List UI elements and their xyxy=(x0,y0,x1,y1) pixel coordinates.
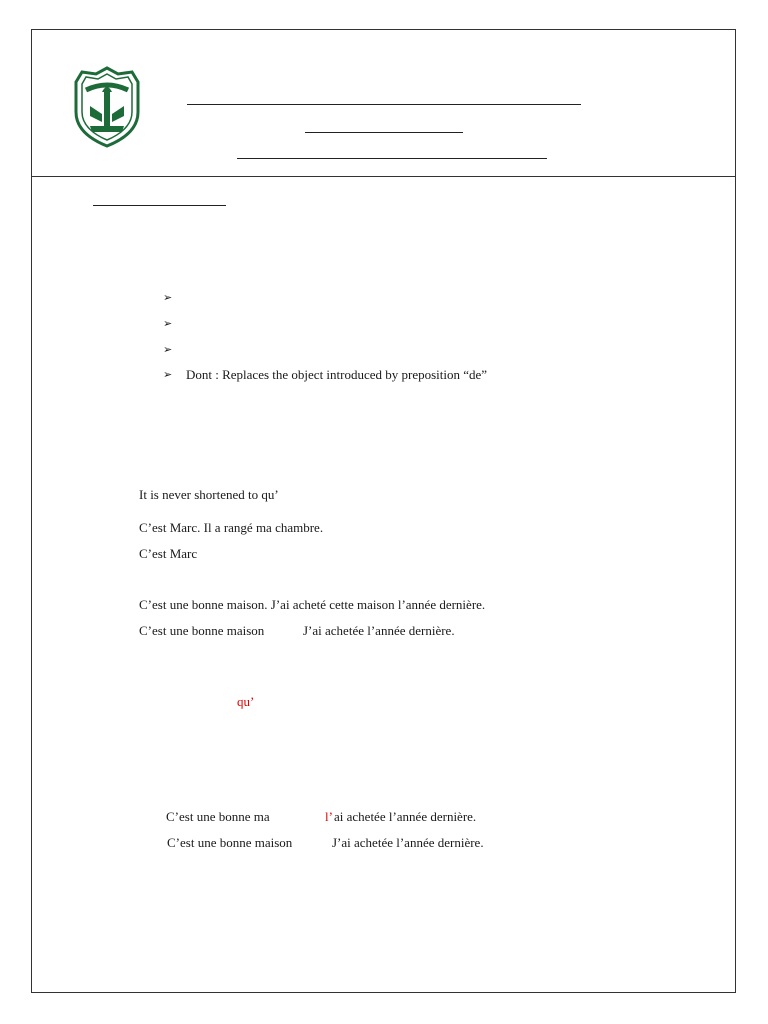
bullet-marker: ➢ xyxy=(163,344,173,356)
bullet-marker: ➢ xyxy=(163,369,173,381)
header-topic-line xyxy=(237,158,547,159)
qui-example-sentence: C’est Marc. Il a rangé ma chambre. xyxy=(139,520,324,535)
bullet-marker: ➢ xyxy=(163,318,173,330)
header-subtitle-line xyxy=(305,132,463,133)
elision-line-1-part-1: C’est une bonne ma xyxy=(166,809,270,824)
elision-line-1-red: l’ xyxy=(325,809,333,824)
elision-line-1-part-2: ai achetée l’année dernière. xyxy=(334,809,477,824)
que-example-part-2: J’ai achetée l’année dernière. xyxy=(303,623,455,638)
elision-line-2-part-1: C’est une bonne maison xyxy=(167,835,293,850)
header-title-line xyxy=(187,104,581,105)
bullet-marker: ➢ xyxy=(163,292,173,304)
header-box xyxy=(32,30,735,177)
school-crest-logo xyxy=(72,66,142,148)
bullet-text-dont: Dont : Replaces the object introduced by preposition “de” xyxy=(186,367,488,382)
elision-line-2-part-2: J’ai achetée l’année dernière. xyxy=(332,835,484,850)
section-heading-line xyxy=(93,205,226,206)
que-example-sentence: C’est une bonne maison. J’ai acheté cette maison l’année dernière. xyxy=(139,597,486,612)
que-elided-label: qu’ xyxy=(237,694,255,709)
page-frame xyxy=(31,29,736,993)
qui-example-combined: C’est Marc xyxy=(139,546,198,561)
que-example-part-1: C’est une bonne maison xyxy=(139,623,265,638)
qui-note: It is never shortened to qu’ xyxy=(139,487,279,502)
